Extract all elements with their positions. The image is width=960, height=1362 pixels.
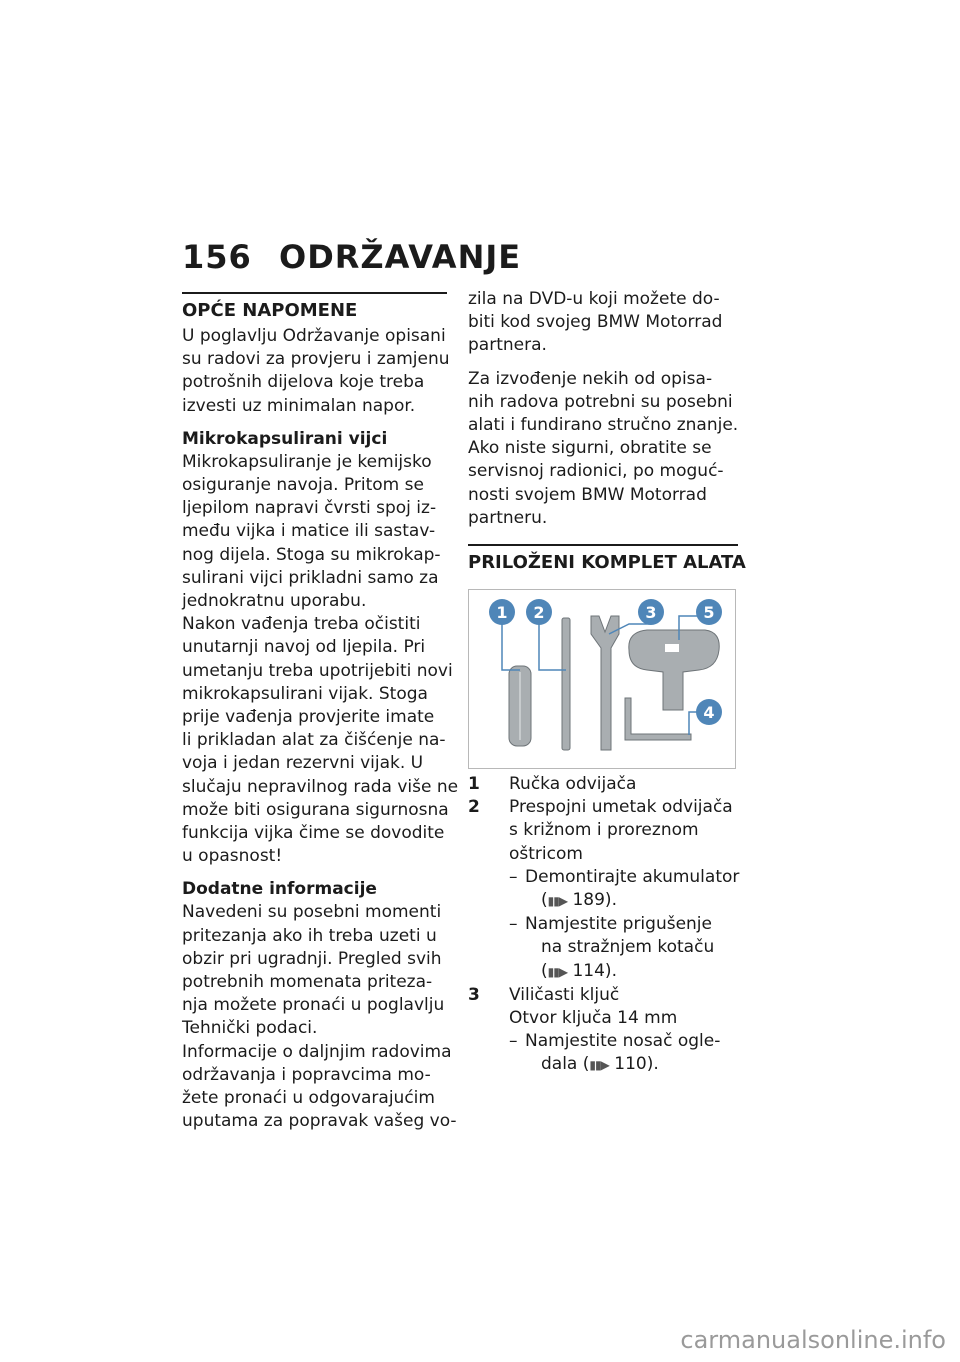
t-handle-icon	[629, 630, 719, 710]
left-column	[182, 292, 459, 1134]
chapter-title: ODRŽAVANJE	[279, 238, 522, 276]
section-title-general-notes: OPĆE NAPOMENE	[182, 300, 358, 321]
info-paragraph: Navedeni su posebni momenti pritezanja ako ih treba uzeti u obzir pri ugradnji. Pregled svih potrebnih momenata priteza- nja možete pronaći u poglavlju Tehnički podaci. Informacije o daljnjim radovima održavanja i popravcima mo- žete pronaći u odgovarajućim uputama za popravak vašeg vo-	[182, 902, 457, 1132]
toolkit-figure	[468, 589, 736, 769]
watermark: carmanualsonline.info	[680, 1326, 946, 1354]
bullet-item: – Namjestite prigušenje na stražnjem kotaču (▮▮▶ 114).	[509, 914, 715, 981]
micro-paragraph: Mikrokapsuliranje je kemijsko osiguranje navoja. Pritom se ljepilom napravi čvrsti spoj iz- među vijka i matice ili sastav- nog dijela. Stoga su mikrokap- sulirani vijci prikladni samo za jednokratnu uporabu. Nakon vađenja treba očistiti unutarnji navoj od ljepila. Pri umetanju treba upotrijebiti novi mikrokapsulirani vijak. Stoga prije vađenja provjerite imate li prikladan alat za čišćenje na- voja i jedan rezervni vijak. U slučaju nepravilnog rada više ne može biti osigurana sigurnosna funkcija vijka čime se dovodite u opasnost!	[182, 451, 459, 867]
list-item: 1 Ručka odvijača	[468, 774, 637, 795]
callout-label-3: 3	[645, 603, 657, 623]
continued-paragraph: zila na DVD-u koji možete do- biti kod svojeg BMW Motorrad partnera.	[468, 289, 723, 356]
special-tools-paragraph: Za izvođenje nekih od opisa- nih radova potrebni su posebni alati i fundirano stručno znanje. Ako niste sigurni, obratite se servisnoj radionici, po moguć- nosti svojem BMW Motorrad partneru.	[468, 368, 739, 528]
page-header	[182, 238, 521, 276]
toolkit-illustration	[469, 590, 737, 770]
bullet-item: – Namjestite nosač ogle- dala (▮▮▶ 110).	[509, 1031, 721, 1075]
subheading-additional-info: Dodatne informacije	[182, 879, 377, 900]
page-reference-arrow-icon: ▮▮▶	[547, 964, 568, 979]
right-column	[468, 289, 746, 1078]
bullet-item: – Demontirajte akumulator (▮▮▶ 189).	[509, 866, 740, 911]
section-title-toolkit: PRILOŽENI KOMPLET ALATA	[468, 552, 746, 574]
callout-label-4: 4	[703, 703, 715, 723]
open-end-wrench-icon	[591, 616, 619, 750]
intro-paragraph: U poglavlju Održavanje opisani su radovi za provjeru i zamjenu potrošnih dijelova koje treba izvesti uz minimalan napor.	[182, 326, 450, 416]
list-item: 2 Prespojni umetak odvijača s križnom i proreznom oštricom	[468, 797, 733, 864]
page-reference-arrow-icon: ▮▮▶	[547, 894, 568, 909]
tool-list	[468, 773, 738, 1078]
screwdriver-bit-icon	[562, 618, 570, 750]
section-rule	[182, 292, 447, 294]
section-rule	[468, 544, 738, 546]
page-number: 156	[182, 238, 252, 276]
page-reference-arrow-icon: ▮▮▶	[589, 1058, 609, 1073]
callout-label-2: 2	[533, 603, 545, 623]
subheading-microencapsulated-screws: Mikrokapsulirani vijci	[182, 428, 388, 449]
callout-label-1: 1	[496, 603, 508, 623]
list-item: 3 Viličasti ključ Otvor ključa 14 mm	[468, 984, 678, 1029]
callout-label-5: 5	[703, 603, 715, 623]
